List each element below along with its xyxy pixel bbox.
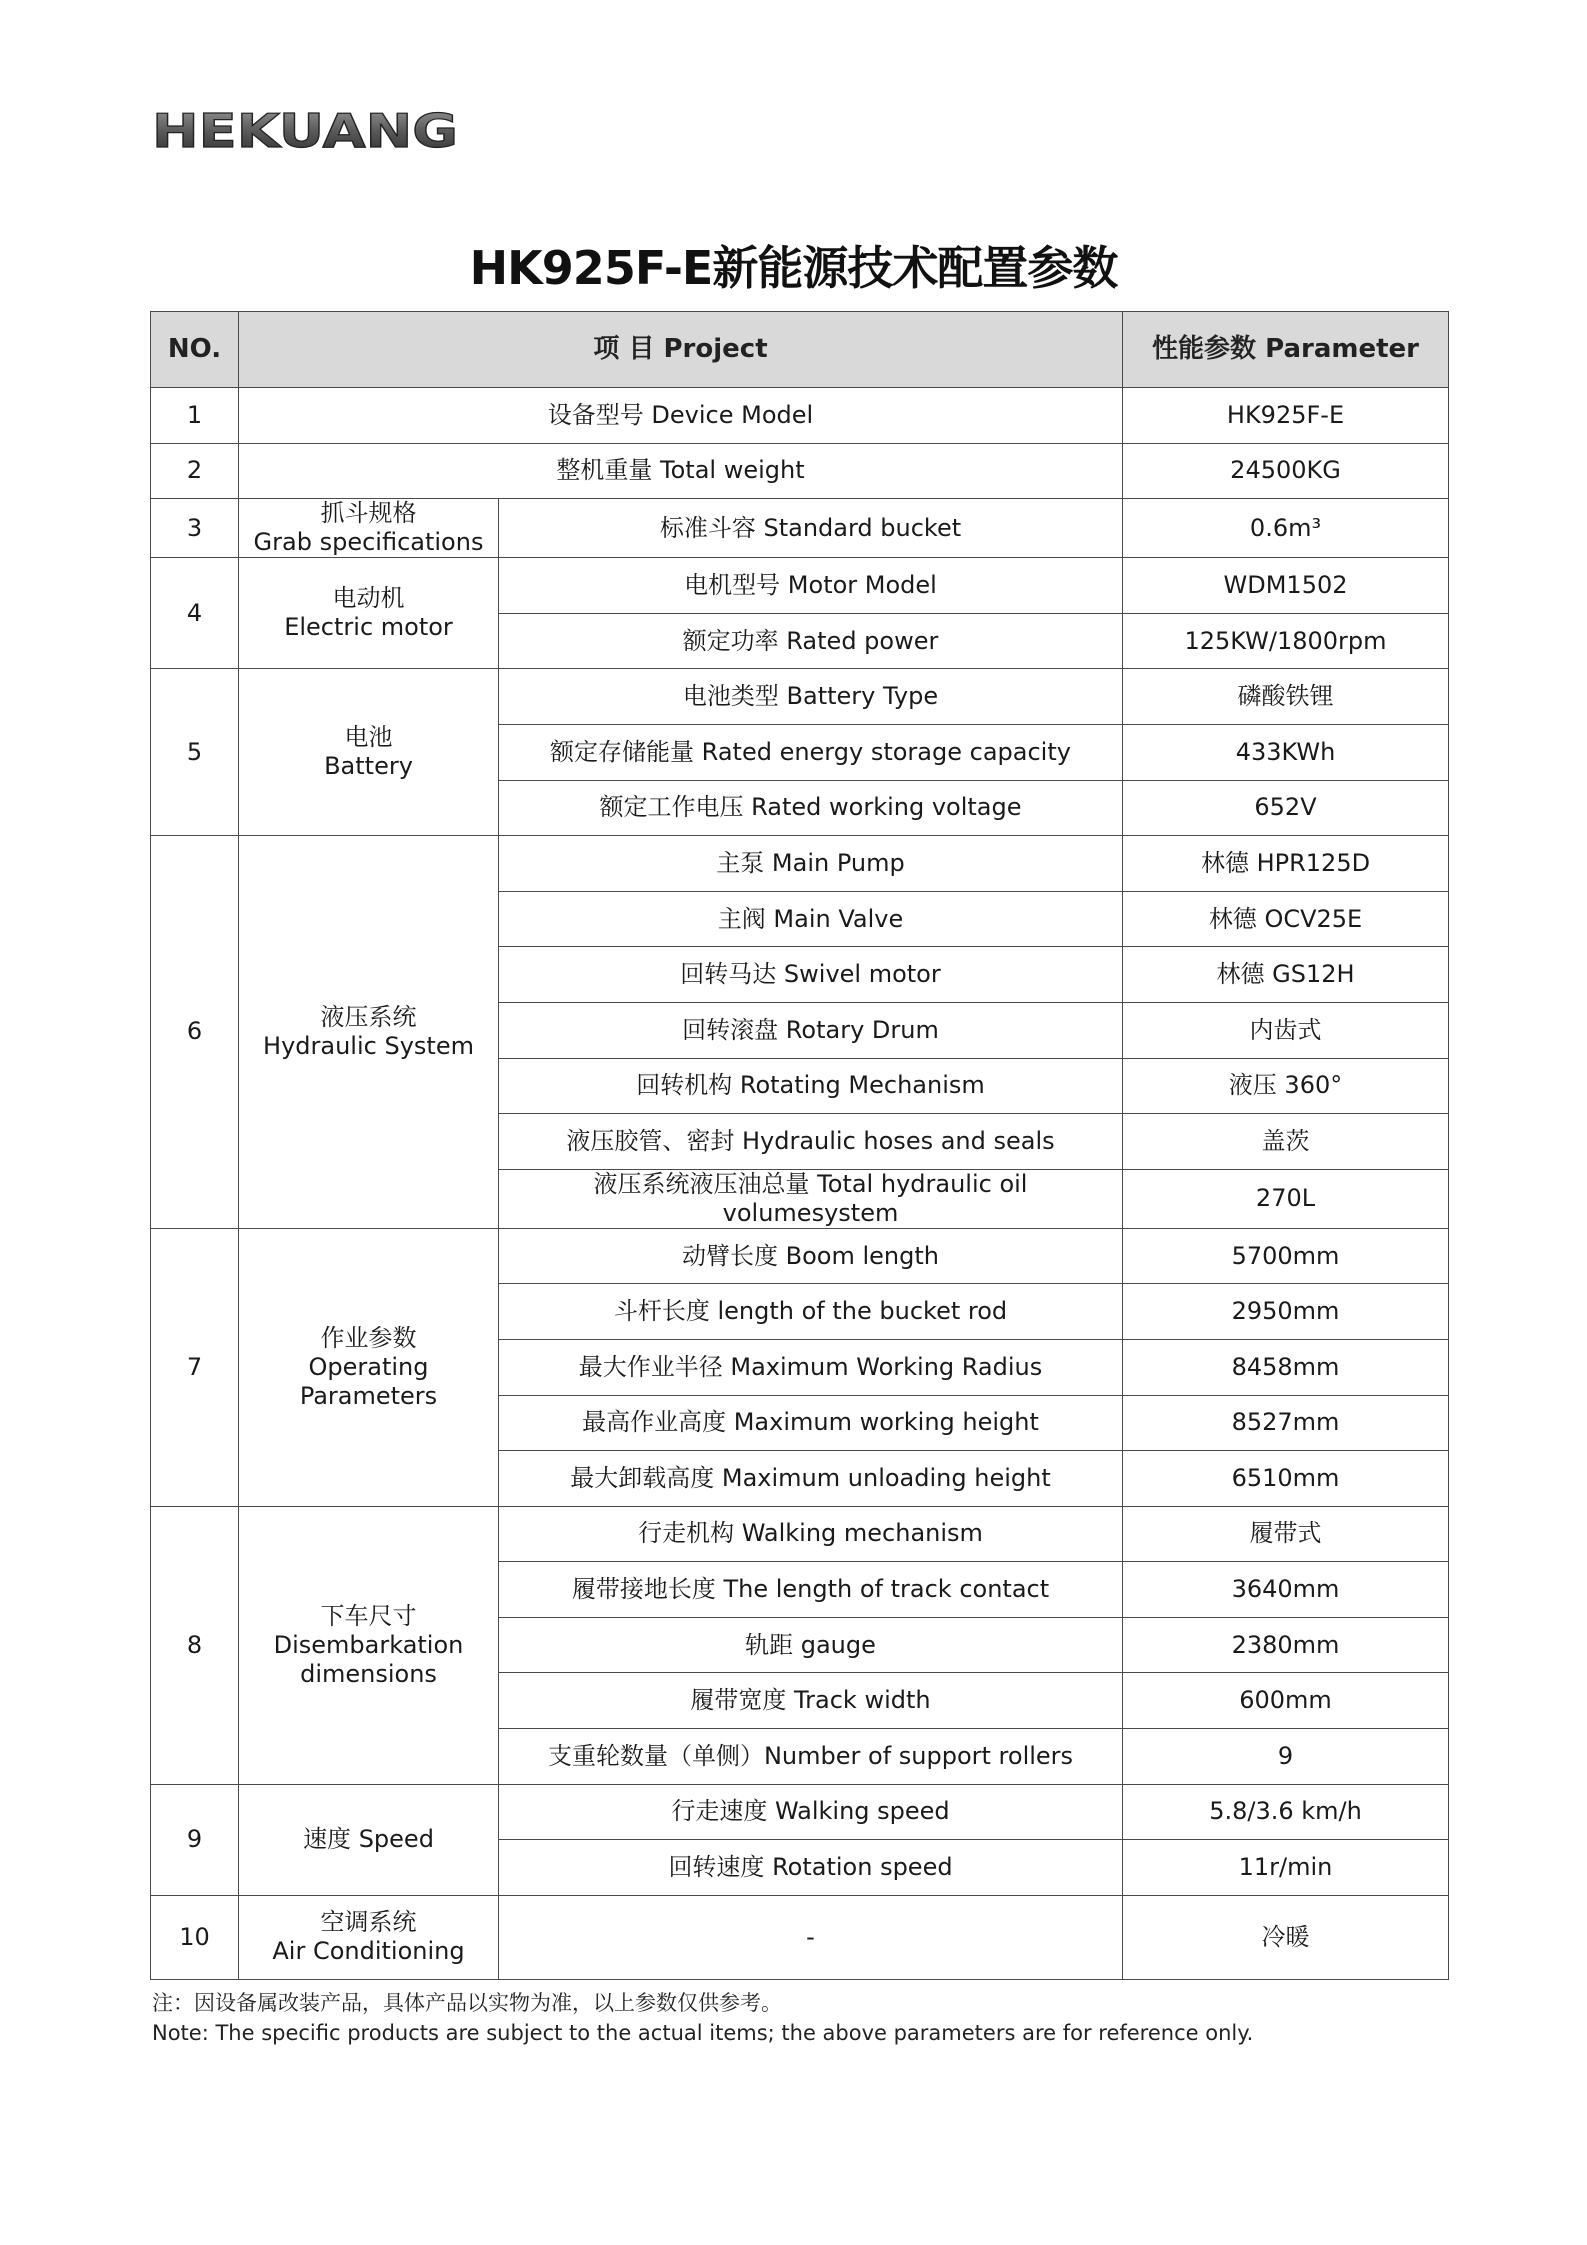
table-row	[151, 388, 1449, 444]
parameter-value: 林德 GS12H	[1123, 947, 1449, 1003]
category-label: Operating	[308, 1352, 429, 1381]
item-name: 最大作业半径 Maximum Working Radius	[499, 1339, 1123, 1395]
parameter-value: 8458mm	[1123, 1339, 1449, 1395]
item-name: 液压系统液压油总量 Total hydraulic oil volumesystem	[499, 1169, 1123, 1228]
category-label: dimensions	[300, 1659, 437, 1688]
table-row	[151, 1228, 1449, 1284]
parameter-value: 5.8/3.6 km/h	[1123, 1784, 1449, 1840]
header-no: NO.	[151, 312, 239, 388]
hekuang-logo	[150, 104, 460, 154]
row-number: 2	[151, 443, 239, 499]
row-number: 1	[151, 388, 239, 444]
row-number: 4	[151, 558, 239, 669]
category-label: 抓斗规格	[320, 499, 417, 528]
parameter-value: 270L	[1123, 1169, 1449, 1228]
item-name: 动臂长度 Boom length	[499, 1228, 1123, 1284]
header-project: 项 目 Project	[239, 312, 1123, 388]
category-label: 空调系统	[320, 1908, 417, 1937]
category-label: Disembarkation	[273, 1630, 464, 1659]
item-name: 额定功率 Rated power	[499, 613, 1123, 669]
row-number: 5	[151, 669, 239, 836]
category-label: Parameters	[299, 1381, 438, 1410]
item-name: 履带宽度 Track width	[499, 1673, 1123, 1729]
table-row	[151, 443, 1449, 499]
category-label: Battery	[324, 752, 413, 781]
row-number: 7	[151, 1228, 239, 1506]
table-row	[151, 1895, 1449, 1979]
parameter-value: 内齿式	[1123, 1002, 1449, 1058]
item-name: -	[499, 1895, 1123, 1979]
category-cell	[239, 1784, 499, 1895]
parameter-value: 2380mm	[1123, 1617, 1449, 1673]
item-name: 液压胶管、密封 Hydraulic hoses and seals	[499, 1114, 1123, 1170]
category-label: 下车尺寸	[320, 1601, 417, 1630]
parameter-value: 652V	[1123, 780, 1449, 836]
item-name: 支重轮数量（单侧）Number of support rollers	[499, 1729, 1123, 1785]
note-english: Note: The specific products are subject to the actual items; the above parameters are for reference only.	[152, 2021, 1254, 2045]
item-name: 斗杆长度 length of the bucket rod	[499, 1284, 1123, 1340]
category-label: Electric motor	[284, 613, 453, 642]
parameter-value: 盖茨	[1123, 1114, 1449, 1170]
category-label: 电池	[344, 723, 393, 752]
item-name: 额定工作电压 Rated working voltage	[499, 780, 1123, 836]
parameter-value: WDM1502	[1123, 558, 1449, 614]
item-name: 额定存储能量 Rated energy storage capacity	[499, 724, 1123, 780]
item-name: 回转滚盘 Rotary Drum	[499, 1002, 1123, 1058]
category-cell	[239, 499, 499, 558]
table-header-row	[151, 312, 1449, 388]
item-name: 主泵 Main Pump	[499, 836, 1123, 892]
parameter-value: 磷酸铁锂	[1123, 669, 1449, 725]
page-title: HK925F-E新能源技术配置参数	[469, 241, 1118, 295]
item-name: 行走速度 Walking speed	[499, 1784, 1123, 1840]
spec-table	[150, 311, 1449, 1980]
parameter-value: 林德 OCV25E	[1123, 891, 1449, 947]
row-number: 9	[151, 1784, 239, 1895]
parameter-value: 8527mm	[1123, 1395, 1449, 1451]
item-name: 回转机构 Rotating Mechanism	[499, 1058, 1123, 1114]
item-name: 行走机构 Walking mechanism	[499, 1506, 1123, 1562]
table-row	[151, 669, 1449, 725]
item-name: 履带接地长度 The length of track contact	[499, 1562, 1123, 1618]
parameter-value: 5700mm	[1123, 1228, 1449, 1284]
row-number: 8	[151, 1506, 239, 1784]
parameter-value: 0.6m³	[1123, 499, 1449, 558]
category-label: 液压系统	[320, 1002, 417, 1031]
category-label: Air Conditioning	[272, 1937, 465, 1966]
parameter-value: 液压 360°	[1123, 1058, 1449, 1114]
category-label: 速度 Speed	[303, 1825, 434, 1854]
parameter-value: 冷暖	[1123, 1895, 1449, 1979]
item-name: 最高作业高度 Maximum working height	[499, 1395, 1123, 1451]
item-name: 回转速度 Rotation speed	[499, 1840, 1123, 1896]
spec-table-body	[151, 388, 1449, 1980]
item-name: 电池类型 Battery Type	[499, 669, 1123, 725]
item-name: 主阀 Main Valve	[499, 891, 1123, 947]
parameter-value: 6510mm	[1123, 1451, 1449, 1507]
parameter-value: 林德 HPR125D	[1123, 836, 1449, 892]
category-cell	[239, 1895, 499, 1979]
parameter-value: 3640mm	[1123, 1562, 1449, 1618]
category-label: 作业参数	[320, 1323, 417, 1352]
row-number: 10	[151, 1895, 239, 1979]
parameter-value: 125KW/1800rpm	[1123, 613, 1449, 669]
table-row	[151, 558, 1449, 614]
notes	[152, 1988, 1253, 2048]
parameter-value: 11r/min	[1123, 1840, 1449, 1896]
item-name: 电机型号 Motor Model	[499, 558, 1123, 614]
category-cell	[239, 669, 499, 836]
row-number: 6	[151, 836, 239, 1229]
parameter-value: HK925F-E	[1123, 388, 1449, 444]
parameter-value: 600mm	[1123, 1673, 1449, 1729]
row-number: 3	[151, 499, 239, 558]
table-row	[151, 836, 1449, 892]
category-cell	[239, 1228, 499, 1506]
logo-text: HEKUANG	[152, 104, 458, 154]
table-row	[151, 1506, 1449, 1562]
parameter-value: 433KWh	[1123, 724, 1449, 780]
category-cell	[239, 1506, 499, 1784]
item-name: 设备型号 Device Model	[239, 388, 1123, 444]
category-label: 电动机	[332, 584, 405, 613]
parameter-value: 9	[1123, 1729, 1449, 1785]
category-label: Grab specifications	[253, 528, 484, 557]
item-name: 回转马达 Swivel motor	[499, 947, 1123, 1003]
item-name: 轨距 gauge	[499, 1617, 1123, 1673]
category-cell	[239, 836, 499, 1229]
header-parameter: 性能参数 Parameter	[1123, 312, 1449, 388]
item-name: 标准斗容 Standard bucket	[499, 499, 1123, 558]
category-label: Hydraulic System	[263, 1031, 474, 1060]
parameter-value: 履带式	[1123, 1506, 1449, 1562]
item-name: 最大卸载高度 Maximum unloading height	[499, 1451, 1123, 1507]
table-row	[151, 1784, 1449, 1840]
category-cell	[239, 558, 499, 669]
parameter-value: 2950mm	[1123, 1284, 1449, 1340]
item-name: 整机重量 Total weight	[239, 443, 1123, 499]
note-chinese: 注：因设备属改装产品，具体产品以实物为准，以上参数仅供参考。	[152, 1991, 782, 2015]
parameter-value: 24500KG	[1123, 443, 1449, 499]
table-row	[151, 499, 1449, 558]
